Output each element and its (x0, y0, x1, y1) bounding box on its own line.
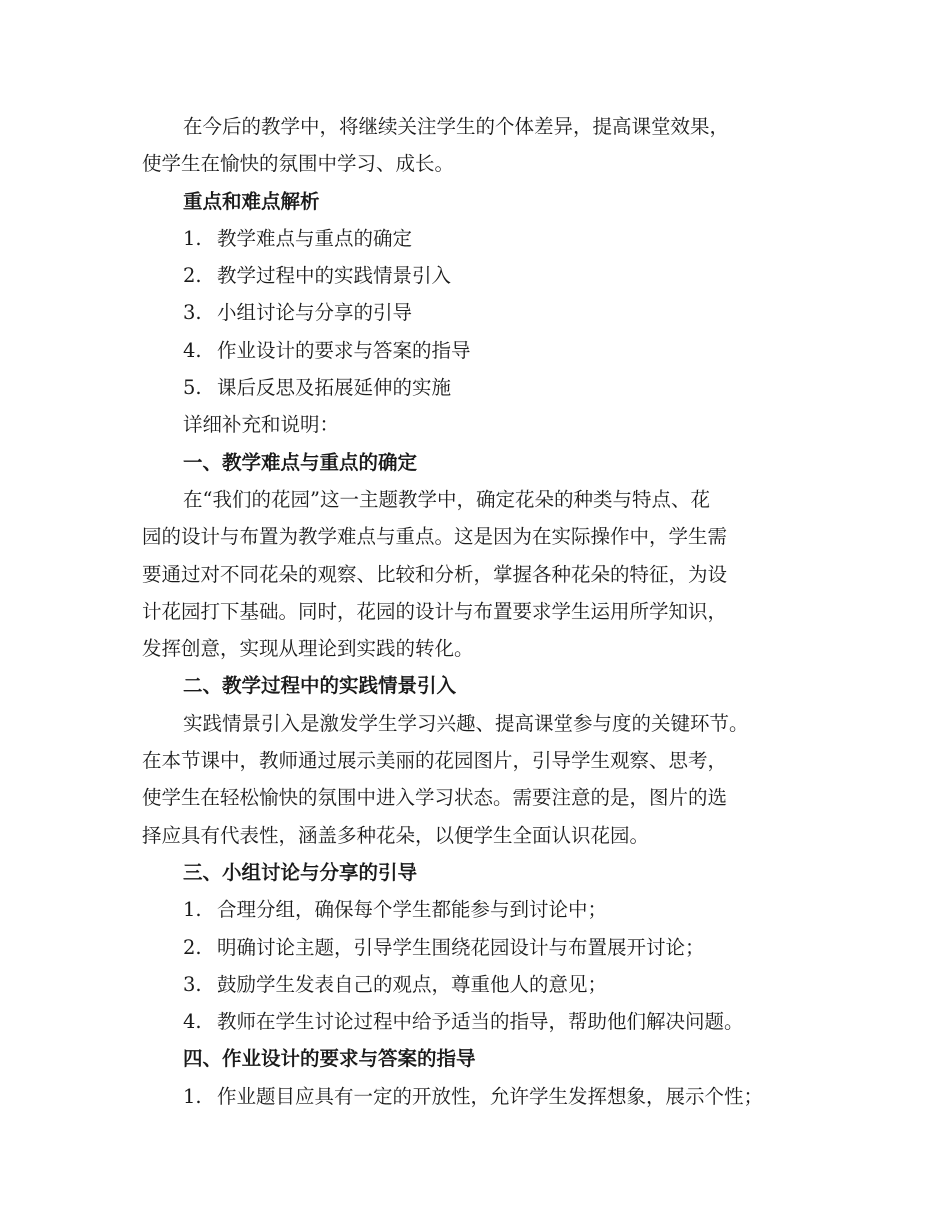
section-2-heading: 二、教学过程中的实践情景引入 (183, 674, 457, 698)
list-item (142, 257, 822, 294)
section-2-line-1: 实践情景引入是激发学生学习兴趣、提高课堂参与度的关键环节。 (183, 711, 749, 735)
list-item (142, 294, 822, 331)
list-number: 2. (183, 935, 202, 959)
list-text: 教学过程中的实践情景引入 (217, 264, 452, 288)
section-2-line-3: 使学生在轻松愉快的氛围中进入学习状态。需要注意的是，图片的选 (142, 786, 728, 810)
list-text: 课后反思及拓展延伸的实施 (217, 376, 452, 400)
list-number: 1. (183, 898, 202, 922)
list-text: 明确讨论主题，引导学生围绕花园设计与布置展开讨论； (217, 935, 705, 959)
list-text: 合理分组，确保每个学生都能参与到讨论中； (217, 898, 608, 922)
list-text: 教学难点与重点的确定 (217, 226, 413, 250)
intro-line-1: 在今后的教学中，将继续关注学生的个体差异，提高课堂效果， (183, 115, 730, 138)
list-text: 作业题目应具有一定的开放性，允许学生发挥想象，展示个性； (217, 1084, 764, 1108)
document-page (142, 108, 822, 1115)
intro-line-2: 使学生在愉快的氛围中学习、成长。 (142, 152, 455, 176)
list-number: 4. (183, 1010, 202, 1034)
list-item (142, 220, 822, 257)
analysis-heading: 重点和难点解析 (183, 189, 320, 213)
list-text: 小组讨论与分享的引导 (217, 301, 413, 325)
list-item (142, 332, 822, 369)
list-item (142, 1078, 822, 1115)
section-2-line-4: 择应具有代表性，涵盖多种花朵，以便学生全面认识花园。 (142, 823, 650, 847)
section-1-line-3: 要通过对不同花朵的观察、比较和分析，掌握各种花朵的特征，为设 (142, 562, 728, 586)
list-text: 鼓励学生发表自己的观点，尊重他人的意见； (217, 972, 608, 996)
list-number: 3. (183, 972, 202, 996)
list-item (142, 369, 822, 406)
section-2-line-2: 在本节课中，教师通过展示美丽的花园图片，引导学生观察、思考， (142, 749, 728, 773)
list-item (142, 891, 822, 928)
section-1-heading: 一、教学难点与重点的确定 (183, 450, 418, 474)
list-text: 作业设计的要求与答案的指导 (217, 338, 471, 362)
supplement-label: 详细补充和说明： (183, 413, 340, 437)
list-number: 1. (183, 1084, 202, 1108)
section-1-line-4: 计花园打下基础。同时，花园的设计与布置要求学生运用所学知识， (142, 599, 728, 623)
section-1-line-1: 在“我们的花园”这一主题教学中，确定花朵的种类与特点、花 (183, 487, 710, 511)
list-number: 1. (183, 226, 202, 250)
list-item (142, 966, 822, 1003)
list-text: 教师在学生讨论过程中给予适当的指导，帮助他们解决问题。 (217, 1010, 744, 1034)
list-item (142, 929, 822, 966)
list-number: 3. (183, 301, 202, 325)
section-1-line-5: 发挥创意，实现从理论到实践的转化。 (142, 637, 474, 661)
list-number: 2. (183, 264, 202, 288)
section-3-heading: 三、小组讨论与分享的引导 (183, 860, 418, 884)
list-number: 5. (183, 376, 202, 400)
section-4-heading: 四、作业设计的要求与答案的指导 (183, 1047, 476, 1071)
section-1-line-2: 园的设计与布置为教学难点与重点。这是因为在实际操作中，学生需 (142, 525, 728, 549)
list-item (142, 1003, 822, 1040)
list-number: 4. (183, 338, 202, 362)
